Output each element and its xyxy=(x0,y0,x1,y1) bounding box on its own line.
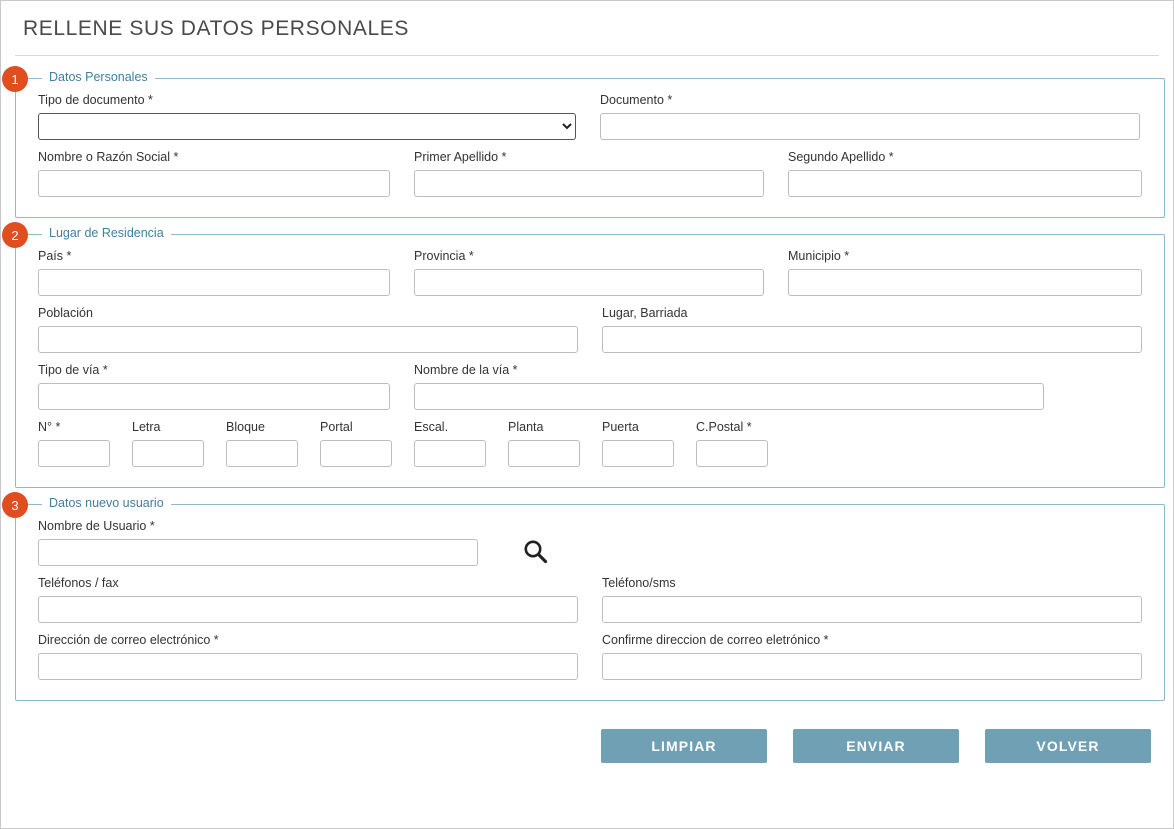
label-portal: Portal xyxy=(320,420,353,434)
label-escalera: Escal. xyxy=(414,420,449,434)
field-nombre-razon-social xyxy=(38,150,390,197)
page-title: RELLENE SUS DATOS PERSONALES xyxy=(23,17,409,40)
numero-input[interactable] xyxy=(38,440,110,467)
nombre-razon-social-input[interactable] xyxy=(38,170,390,197)
label-telefonos-fax: Teléfonos / fax xyxy=(38,576,119,590)
tipo-via-input[interactable] xyxy=(38,383,390,410)
row-correo xyxy=(38,633,1142,680)
field-pais xyxy=(38,249,390,296)
bloque-input[interactable] xyxy=(226,440,298,467)
title-divider xyxy=(15,55,1159,56)
row-poblacion-lugar xyxy=(38,306,1142,353)
field-bloque xyxy=(226,420,298,467)
section-datos-personales xyxy=(11,70,1165,218)
provincia-input[interactable] xyxy=(414,269,764,296)
municipio-input[interactable] xyxy=(788,269,1142,296)
field-municipio xyxy=(788,249,1142,296)
label-correo-electronico: Dirección de correo electrónico * xyxy=(38,633,219,647)
label-nombre-via: Nombre de la vía * xyxy=(414,363,518,377)
field-telefonos-fax xyxy=(38,576,578,623)
label-lugar-barriada: Lugar, Barriada xyxy=(602,306,688,320)
field-letra xyxy=(132,420,204,467)
section-lugar-residencia xyxy=(11,226,1165,488)
field-correo-electronico xyxy=(38,633,578,680)
row-via xyxy=(38,363,1142,410)
label-puerta: Puerta xyxy=(602,420,639,434)
telefonos-fax-input[interactable] xyxy=(38,596,578,623)
planta-input[interactable] xyxy=(508,440,580,467)
field-numero xyxy=(38,420,110,467)
row-pais-provincia-municipio xyxy=(38,249,1142,296)
nombre-usuario-input[interactable] xyxy=(38,539,478,566)
field-lugar-barriada xyxy=(602,306,1142,353)
documento-input[interactable] xyxy=(600,113,1140,140)
section-legend-2: Lugar de Residencia xyxy=(42,226,171,240)
label-pais: País * xyxy=(38,249,72,263)
label-codigo-postal: C.Postal * xyxy=(696,420,752,434)
field-provincia xyxy=(414,249,764,296)
poblacion-input[interactable] xyxy=(38,326,578,353)
row-documento xyxy=(38,93,1142,140)
field-puerta xyxy=(602,420,674,467)
field-documento xyxy=(600,93,1140,140)
pais-input[interactable] xyxy=(38,269,390,296)
label-bloque: Bloque xyxy=(226,420,265,434)
section-datos-nuevo-usuario xyxy=(11,496,1165,701)
tipo-documento-select[interactable] xyxy=(38,113,576,140)
label-letra: Letra xyxy=(132,420,161,434)
label-tipo-documento: Tipo de documento * xyxy=(38,93,153,107)
portal-input[interactable] xyxy=(320,440,392,467)
label-primer-apellido: Primer Apellido * xyxy=(414,150,507,164)
step-badge-3: 3 xyxy=(2,492,28,518)
label-municipio: Municipio * xyxy=(788,249,850,263)
row-nombre-apellidos xyxy=(38,150,1142,197)
field-telefono-sms xyxy=(602,576,1142,623)
label-planta: Planta xyxy=(508,420,544,434)
label-tipo-via: Tipo de vía * xyxy=(38,363,108,377)
label-confirme-correo: Confirme direccion de correo eletrónico * xyxy=(602,633,829,647)
label-nombre-usuario: Nombre de Usuario * xyxy=(38,519,155,533)
search-icon[interactable] xyxy=(522,538,548,564)
codigo-postal-input[interactable] xyxy=(696,440,768,467)
section-legend-1: Datos Personales xyxy=(42,70,155,84)
puerta-input[interactable] xyxy=(602,440,674,467)
label-telefono-sms: Teléfono/sms xyxy=(602,576,676,590)
field-segundo-apellido xyxy=(788,150,1142,197)
enviar-button[interactable]: ENVIAR xyxy=(793,729,959,763)
segundo-apellido-input[interactable] xyxy=(788,170,1142,197)
field-poblacion xyxy=(38,306,578,353)
label-nombre-razon-social: Nombre o Razón Social * xyxy=(38,150,179,164)
step-badge-1: 1 xyxy=(2,66,28,92)
confirme-correo-input[interactable] xyxy=(602,653,1142,680)
nombre-via-input[interactable] xyxy=(414,383,1044,410)
field-escalera xyxy=(414,420,486,467)
lugar-barriada-input[interactable] xyxy=(602,326,1142,353)
field-primer-apellido xyxy=(414,150,764,197)
field-planta xyxy=(508,420,580,467)
row-telefonos xyxy=(38,576,1142,623)
letra-input[interactable] xyxy=(132,440,204,467)
field-portal xyxy=(320,420,392,467)
volver-button[interactable]: VOLVER xyxy=(985,729,1151,763)
telefono-sms-input[interactable] xyxy=(602,596,1142,623)
search-button[interactable] xyxy=(522,519,548,566)
form-actions xyxy=(1,729,1151,763)
escalera-input[interactable] xyxy=(414,440,486,467)
field-tipo-documento xyxy=(38,93,576,140)
field-nombre-usuario xyxy=(38,519,478,566)
label-numero: N° * xyxy=(38,420,61,434)
row-nombre-usuario xyxy=(38,519,1142,566)
field-nombre-via xyxy=(414,363,1044,410)
row-direccion-detalle xyxy=(38,420,1142,467)
correo-electronico-input[interactable] xyxy=(38,653,578,680)
step-badge-2: 2 xyxy=(2,222,28,248)
field-codigo-postal xyxy=(696,420,768,467)
limpiar-button[interactable]: LIMPIAR xyxy=(601,729,767,763)
label-provincia: Provincia * xyxy=(414,249,474,263)
label-documento: Documento * xyxy=(600,93,673,107)
field-confirme-correo xyxy=(602,633,1142,680)
primer-apellido-input[interactable] xyxy=(414,170,764,197)
label-segundo-apellido: Segundo Apellido * xyxy=(788,150,894,164)
field-tipo-via xyxy=(38,363,390,410)
label-poblacion: Población xyxy=(38,306,93,320)
section-legend-3: Datos nuevo usuario xyxy=(42,496,171,510)
